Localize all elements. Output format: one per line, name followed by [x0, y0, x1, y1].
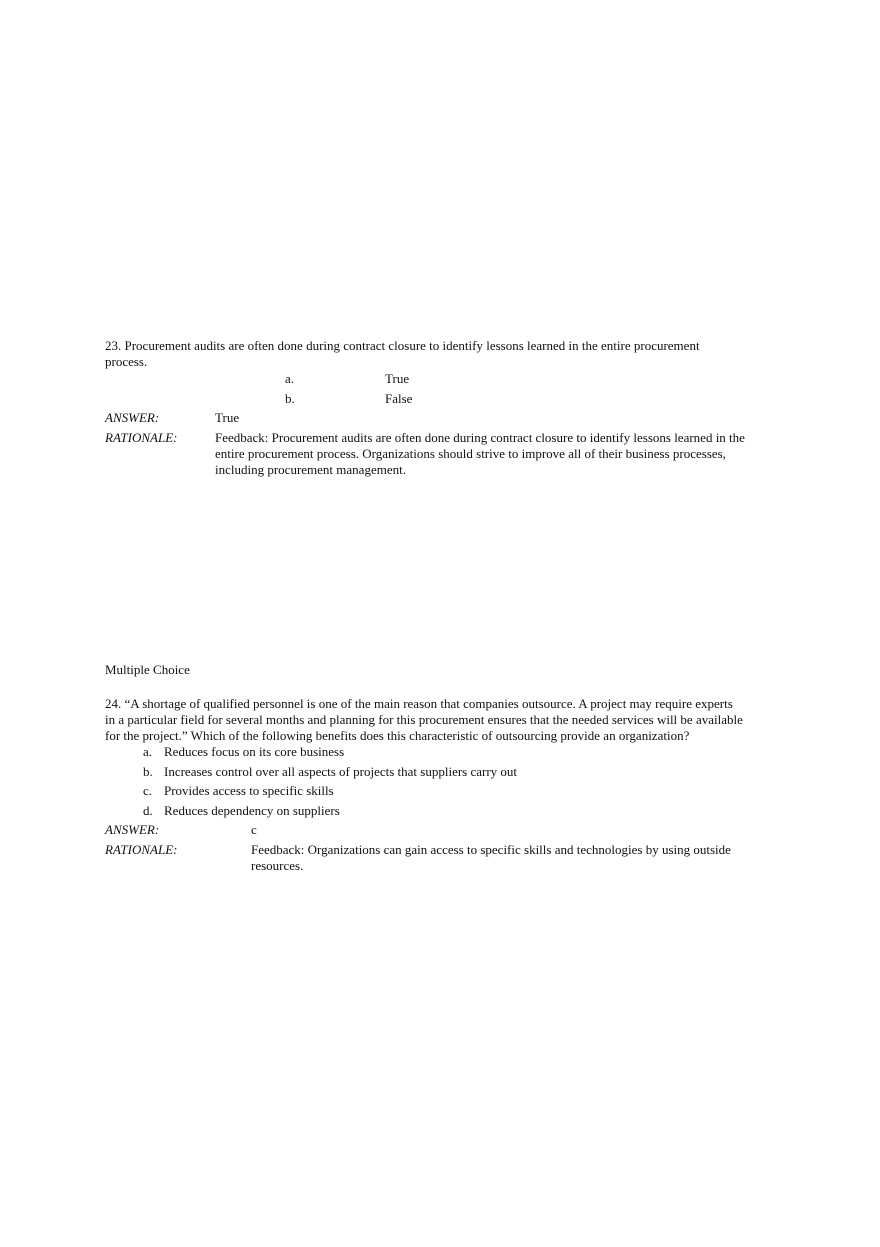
- q24-answer-value: c: [251, 822, 257, 837]
- q23-question-line-2: process.: [105, 354, 148, 369]
- q23-option-a-text: True: [385, 371, 410, 386]
- q23-answer-label: ANSWER:: [105, 410, 160, 425]
- q23-option-b-letter: b.: [285, 391, 295, 406]
- q24-option-d-letter: d.: [143, 803, 153, 818]
- q24-question-line-1: 24. “A shortage of qualified personnel is one of the main reason that companies outsource. A project may require experts: [105, 696, 733, 711]
- q24-answer-label: ANSWER:: [105, 822, 160, 837]
- q24-option-c-text: Provides access to specific skills: [164, 783, 334, 798]
- q23-rationale-label: RATIONALE:: [105, 430, 178, 445]
- q24-question-line-2: in a particular field for several months and planning for this procurement ensures that the needed services will be available: [105, 712, 743, 727]
- q24-option-d-text: Reduces dependency on suppliers: [164, 803, 340, 818]
- q23-rationale-line-2: entire procurement process. Organizations should strive to improve all of their business processes,: [215, 446, 726, 461]
- section-heading: Multiple Choice: [105, 662, 190, 677]
- q24-rationale-line-1: Feedback: Organizations can gain access to specific skills and technologies by using outside: [251, 842, 731, 857]
- q24-option-c-letter: c.: [143, 783, 153, 798]
- q24-option-a-text: Reduces focus on its core business: [164, 744, 345, 759]
- q23-answer-value: True: [215, 410, 240, 425]
- q24-rationale-line-2: resources.: [251, 858, 304, 873]
- q23-rationale-line-3: including procurement management.: [215, 462, 406, 477]
- q23-option-b-text: False: [385, 391, 413, 406]
- q23-option-a-letter: a.: [285, 371, 295, 386]
- q23-rationale-line-1: Feedback: Procurement audits are often done during contract closure to identify lessons learned in the: [215, 430, 745, 445]
- q24-option-b-letter: b.: [143, 764, 153, 779]
- q24-option-a-letter: a.: [143, 744, 153, 759]
- q24-rationale-label: RATIONALE:: [105, 842, 178, 857]
- q24-question-line-3: for the project.” Which of the following benefits does this characteristic of outsourcing provide an organization?: [105, 728, 690, 743]
- q23-question-line-1: 23. Procurement audits are often done during contract closure to identify lessons learned in the entire procurement: [105, 338, 700, 353]
- q24-option-b-text: Increases control over all aspects of projects that suppliers carry out: [164, 764, 518, 779]
